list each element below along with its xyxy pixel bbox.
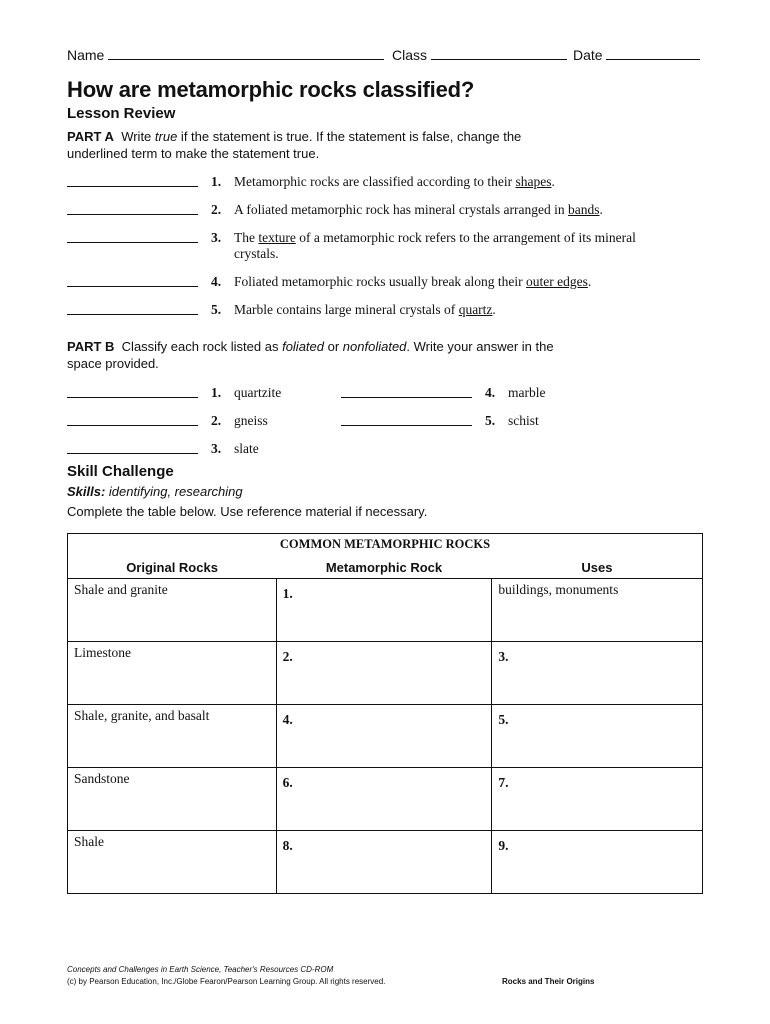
item-number: 5. <box>485 413 496 428</box>
part-b-instructions <box>67 338 567 372</box>
part-b-item <box>67 413 268 430</box>
footer-source: Concepts and Challenges in Earth Science, Teacher's Resources CD-ROM <box>67 965 334 974</box>
date-label: Date <box>573 47 603 63</box>
part-a-instructions <box>67 128 567 162</box>
skill-challenge-heading: Skill Challenge <box>67 463 174 480</box>
part-b-em-nonfoliated: nonfoliated <box>342 339 407 354</box>
rock-name: marble <box>508 385 546 400</box>
uses-cell[interactable]: 7. <box>492 768 703 831</box>
part-b-mid: or <box>324 339 343 354</box>
item-number: 2. <box>211 202 222 217</box>
part-b-instr-post: . Write your answer in the space provided. <box>67 339 554 371</box>
skill-instruction: Complete the table below. Use reference material if necessary. <box>67 504 428 519</box>
item-number: 1. <box>211 174 222 189</box>
part-a-instr-post: if the statement is true. If the statement is false, change the underlined term to make the statement true. <box>67 129 522 161</box>
statement: Marble contains large mineral crystals of quartz. <box>234 302 496 317</box>
item-number: 5. <box>211 302 222 317</box>
answer-blank[interactable] <box>341 385 472 398</box>
statement: The texture of a metamorphic rock refers to the arrangement of its mineral crystals. <box>234 230 636 261</box>
answer-blank[interactable] <box>67 230 198 243</box>
rock-name: slate <box>234 441 259 456</box>
underlined-term: texture <box>258 230 296 245</box>
item-number: 1. <box>211 385 222 400</box>
rock-name: gneiss <box>234 413 268 428</box>
part-b-item <box>341 385 546 402</box>
skills-text: identifying, researching <box>105 484 243 499</box>
table-row <box>68 705 703 768</box>
item-number: 4. <box>485 385 496 400</box>
part-a-item <box>67 202 603 219</box>
answer-blank[interactable] <box>67 202 198 215</box>
underlined-term: shapes <box>515 174 552 189</box>
col-header-original: Original Rocks <box>68 556 277 579</box>
answer-blank[interactable] <box>67 413 198 426</box>
name-label: Name <box>67 47 105 63</box>
part-a-item <box>67 230 636 261</box>
uses-cell[interactable]: 9. <box>492 831 703 894</box>
statement: Foliated metamorphic rocks usually break along their outer edges. <box>234 274 592 289</box>
part-a-instr-pre: Write <box>121 129 155 144</box>
original-rock-cell: Shale <box>68 831 277 894</box>
original-rock-cell: Limestone <box>68 642 277 705</box>
part-b-item <box>67 441 259 458</box>
rock-name: schist <box>508 413 539 428</box>
part-b-instr-pre: Classify each rock listed as <box>121 339 283 354</box>
answer-blank[interactable] <box>67 385 198 398</box>
rock-name: quartzite <box>234 385 282 400</box>
part-b-label: PART B <box>67 339 115 354</box>
part-b-item <box>67 385 282 402</box>
skills-label: Skills: <box>67 484 106 499</box>
metamorphic-rocks-table <box>67 533 703 894</box>
table-row <box>68 579 703 642</box>
uses-cell[interactable]: 3. <box>492 642 703 705</box>
table-row <box>68 831 703 894</box>
skills-line <box>67 484 243 499</box>
table-caption: COMMON METAMORPHIC ROCKS <box>68 534 703 557</box>
item-number: 2. <box>211 413 222 428</box>
underlined-term: quartz <box>458 302 493 317</box>
col-header-metamorphic: Metamorphic Rock <box>276 556 492 579</box>
date-blank[interactable] <box>606 46 700 60</box>
answer-blank[interactable] <box>67 302 198 315</box>
original-rock-cell: Sandstone <box>68 768 277 831</box>
footer-copyright: (c) by Pearson Education, Inc./Globe Fearon/Pearson Learning Group. All rights reserved. <box>67 977 386 986</box>
answer-blank[interactable] <box>67 174 198 187</box>
lesson-review-heading: Lesson Review <box>67 105 176 122</box>
item-number: 3. <box>211 230 222 245</box>
part-a-item <box>67 274 592 291</box>
class-label: Class <box>392 47 428 63</box>
name-blank[interactable] <box>108 46 384 60</box>
metamorphic-rock-cell[interactable]: 2. <box>276 642 492 705</box>
part-b-em-foliated: foliated <box>282 339 324 354</box>
col-header-uses: Uses <box>492 556 703 579</box>
metamorphic-rock-cell[interactable]: 1. <box>276 579 492 642</box>
footer-chapter: Rocks and Their Origins <box>502 977 595 986</box>
answer-blank[interactable] <box>67 441 198 454</box>
page-title: How are metamorphic rocks classified? <box>67 77 475 102</box>
part-a-label: PART A <box>67 129 114 144</box>
metamorphic-rock-cell[interactable]: 6. <box>276 768 492 831</box>
class-field[interactable] <box>392 46 567 63</box>
original-rock-cell: Shale, granite, and basalt <box>68 705 277 768</box>
name-field[interactable] <box>67 46 384 63</box>
part-a-instr-em: true <box>154 129 178 144</box>
part-a-item <box>67 302 496 319</box>
item-number: 3. <box>211 441 222 456</box>
answer-blank[interactable] <box>67 274 198 287</box>
statement: A foliated metamorphic rock has mineral crystals arranged in bands. <box>234 202 603 217</box>
metamorphic-rock-cell[interactable]: 4. <box>276 705 492 768</box>
table-row <box>68 642 703 705</box>
uses-cell[interactable]: 5. <box>492 705 703 768</box>
item-number: 4. <box>211 274 222 289</box>
statement: Metamorphic rocks are classified according to their shapes. <box>234 174 555 189</box>
table-row <box>68 768 703 831</box>
uses-cell: buildings, monuments <box>492 579 703 642</box>
metamorphic-rock-cell[interactable]: 8. <box>276 831 492 894</box>
class-blank[interactable] <box>431 46 567 60</box>
underlined-term: bands <box>568 202 600 217</box>
underlined-term: outer edges <box>526 274 588 289</box>
answer-blank[interactable] <box>341 413 472 426</box>
part-b-item <box>341 413 539 430</box>
original-rock-cell: Shale and granite <box>68 579 277 642</box>
part-a-item <box>67 174 555 191</box>
date-field[interactable] <box>573 46 700 63</box>
